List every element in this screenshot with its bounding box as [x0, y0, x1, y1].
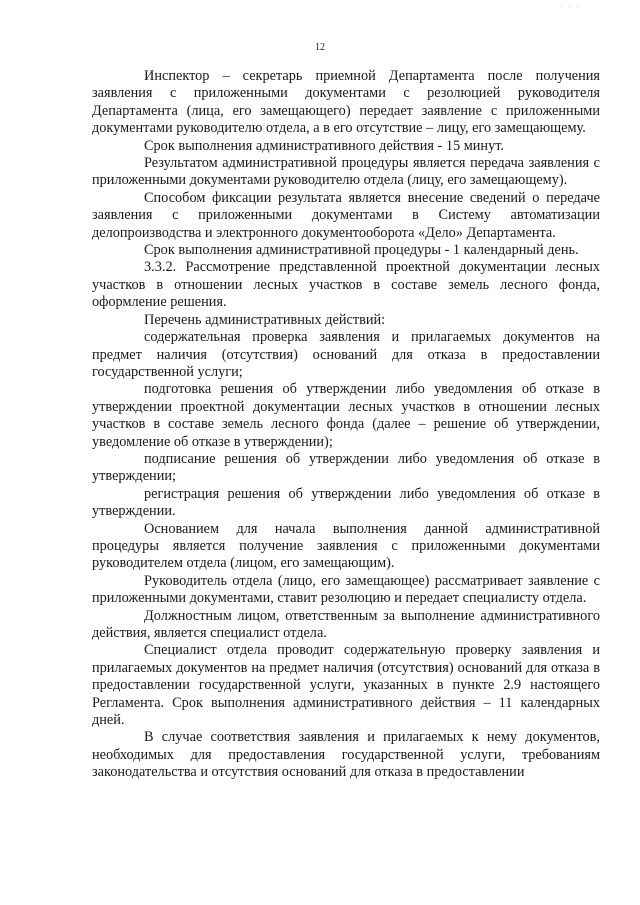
- paragraph: Способом фиксации результата является внесение сведений о передаче заявления с приложенными документами в Систему автоматизации делопроизводства и электронного документооборота «Дело» Департамента.: [92, 189, 600, 241]
- paragraph: Специалист отдела проводит содержательную проверку заявления и прилагаемых документов на предмет наличия (отсутствия) оснований для отказа в предоставлении государственной услуги, указанных в пункте 2.9 настоящего Регламента. Срок выполнения административного действия – 11 календарных дней.: [92, 642, 600, 729]
- paragraph: Перечень административных действий:: [144, 311, 386, 328]
- paragraph: Руководитель отдела (лицо, его замещающее) рассматривает заявление с приложенными документами, ставит резолюцию и передает специалисту отдела.: [92, 572, 600, 607]
- list-item: подготовка решения об утверждении либо уведомления об отказе в утверждении проектной документации лесных участков в отношении лесных участков в составе земель лесного фонда (далее – решение об утверждении, уведомление об отказе в утверждении);: [92, 381, 600, 450]
- paragraph: Результатом административной процедуры является передача заявления с приложенными документами руководителю отдела (лицу, его замещающему).: [92, 155, 600, 189]
- page-number: 12: [315, 42, 325, 53]
- document-body: [92, 68, 600, 782]
- paragraph: В случае соответствия заявления и прилагаемых к нему документов, необходимых для предоставления государственной услуги, требованиям законодательства и отсутствия оснований для отказа в предоставлении: [92, 729, 600, 781]
- paragraph: Должностным лицом, ответственным за выполнение административного действия, является специалист отдела.: [92, 607, 600, 641]
- paragraph: Срок выполнения административной процедуры - 1 календарный день.: [144, 242, 579, 259]
- scan-corner-mark: · · ·: [560, 4, 581, 12]
- list-item: содержательная проверка заявления и прилагаемых документов на предмет наличия (отсутствия) оснований для отказа в предоставлении государственной услуги;: [92, 329, 600, 380]
- list-item: регистрация решения об утверждении либо уведомления об отказе в утверждении.: [92, 485, 600, 520]
- list-item: подписание решения об утверждении либо уведомления об отказе в утверждении;: [92, 450, 600, 485]
- paragraph: Инспектор – секретарь приемной Департамента после получения заявления с приложенными документами с резолюцией руководителя Департамента (лица, его замещающего) передает заявление с приложенными документами руководителю отдела, а в его отсутствие – лицу, его замещающему.: [92, 68, 600, 137]
- paragraph: Срок выполнения административного действия - 15 минут.: [144, 137, 504, 154]
- paragraph: Основанием для начала выполнения данной административной процедуры является получение заявления с приложенными документами руководителем отдела (лицом, его замещающим).: [92, 520, 600, 572]
- section-heading: 3.3.2. Рассмотрение представленной проектной документации лесных участков в отношении лесных участков в составе земель лесного фонда, оформление решения.: [92, 259, 600, 311]
